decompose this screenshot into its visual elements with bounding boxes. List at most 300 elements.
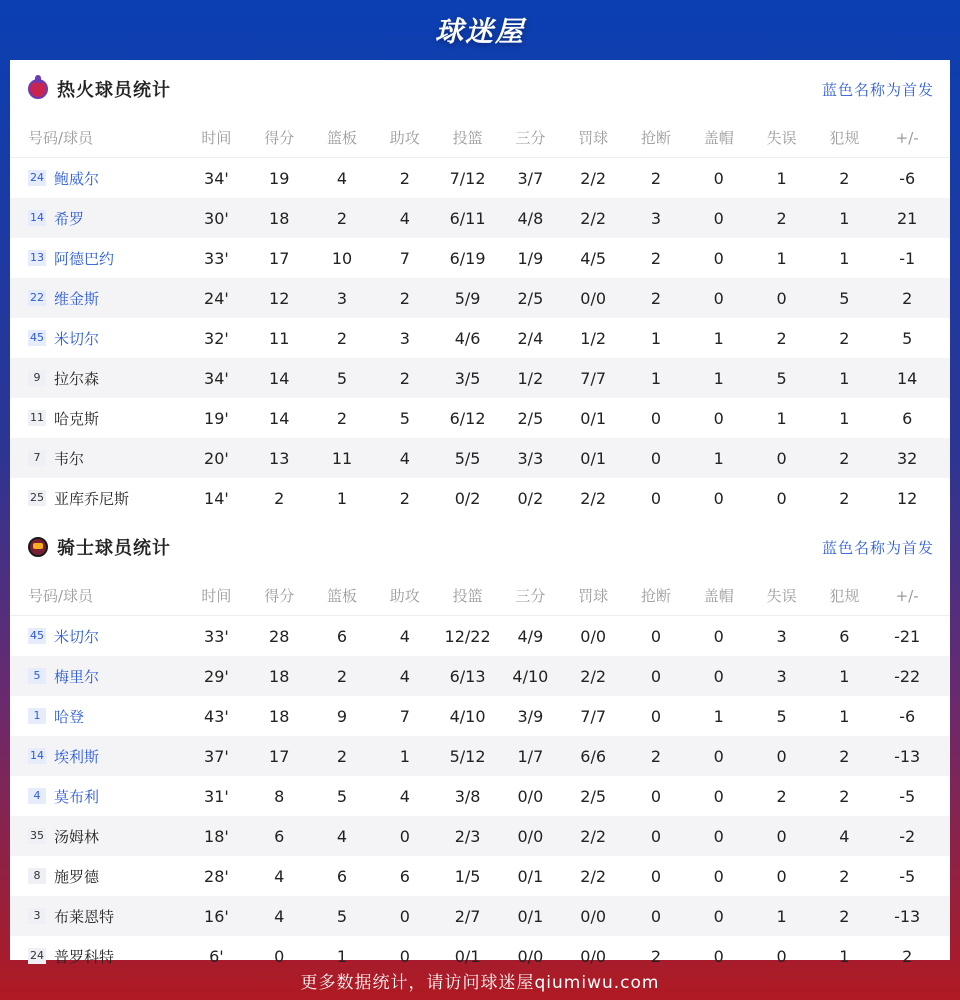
player-cell[interactable]: [10, 448, 185, 469]
stat-cell: 17: [269, 746, 290, 766]
stat-cell: 3: [776, 666, 787, 686]
table-row[interactable]: [10, 158, 950, 198]
stat-cell: 31': [204, 786, 229, 806]
stat-cell: 0: [650, 826, 662, 846]
table-row[interactable]: [10, 478, 950, 518]
stat-cell: 0: [650, 666, 662, 686]
player-name-link[interactable]: 施罗德: [54, 867, 100, 886]
stat-cell: 2/7: [454, 906, 481, 926]
player-name-link[interactable]: 梅里尔: [54, 667, 100, 686]
column-header: 得分: [264, 129, 295, 147]
jersey-number-badge: 45: [30, 629, 44, 642]
stat-cell: 1: [839, 666, 850, 686]
stat-cell: 30': [204, 208, 229, 228]
team-section: [10, 60, 950, 518]
stat-cell: 0: [713, 288, 724, 308]
stat-cell: 1/2: [580, 328, 607, 348]
stat-cell: 4/9: [517, 626, 544, 646]
stat-cell: 0/0: [580, 906, 607, 926]
stat-cell: 4/6: [454, 328, 481, 348]
stat-cell: 2: [776, 328, 787, 348]
jersey-number-badge: 5: [28, 668, 46, 684]
stat-cell: 13: [269, 448, 290, 468]
stat-cell: 1: [839, 368, 850, 388]
stat-cell: 18: [269, 208, 290, 228]
stat-cell: 19: [269, 168, 290, 188]
column-header: 时间: [201, 129, 232, 147]
jersey-number-badge: 7: [28, 450, 46, 466]
stat-cell: 28: [269, 626, 290, 646]
stat-cell: 0/1: [454, 946, 481, 966]
stat-cell: 1: [776, 248, 787, 268]
stat-cell: 0: [399, 946, 410, 966]
stat-cell: 14: [269, 368, 290, 388]
stat-cell: 5: [776, 368, 787, 388]
stat-cell: 2/5: [517, 288, 544, 308]
stat-cell: 2: [399, 488, 410, 508]
jersey-number-badge: 4: [28, 788, 46, 804]
stat-cell: 5: [399, 408, 410, 428]
stat-cell: 3: [336, 288, 348, 308]
stat-cell: 1/9: [517, 248, 544, 268]
player-name-link[interactable]: 汤姆林: [54, 827, 100, 846]
stat-cell: 5/12: [449, 746, 486, 766]
player-cell[interactable]: [10, 208, 185, 229]
footer-banner[interactable]: 更多数据统计，请访问球迷屋qiumiwu.com: [300, 972, 660, 993]
stat-cell: 2/2: [580, 168, 607, 188]
stat-cell: 6: [336, 626, 348, 646]
stat-cell: 0: [650, 626, 662, 646]
jersey-number-badge: 22: [30, 291, 44, 304]
stat-cell: 4/10: [449, 706, 486, 726]
jersey-number-badge: 1: [28, 708, 46, 724]
stat-cell: 0: [713, 408, 724, 428]
stat-cell: 18: [269, 666, 290, 686]
stat-cell: 0/0: [517, 826, 544, 846]
stat-cell: 20': [204, 448, 229, 468]
column-header: 盖帽: [703, 587, 734, 605]
stat-cell: 2: [776, 786, 787, 806]
stat-cell: -6: [899, 168, 916, 188]
stat-cell: 2: [650, 288, 662, 308]
stat-cell: 2/2: [580, 866, 607, 886]
table-header-row: [10, 118, 950, 158]
stat-cell: 2: [336, 666, 348, 686]
section-header: [10, 60, 950, 118]
stat-cell: 17: [269, 248, 290, 268]
brand-logo: 球迷屋: [434, 15, 525, 48]
stat-cell: 0: [713, 786, 724, 806]
player-name-link[interactable]: 亚库乔尼斯: [54, 489, 130, 508]
player-name-link[interactable]: 鲍威尔: [54, 169, 100, 188]
table-row[interactable]: [10, 696, 950, 736]
stat-cell: 2: [902, 946, 913, 966]
jersey-number-badge: 35: [30, 829, 44, 842]
stat-cell: 1/2: [517, 368, 544, 388]
stat-cell: 0: [713, 208, 724, 228]
stat-cell: 0: [713, 946, 724, 966]
stat-cell: 4: [399, 448, 410, 468]
stat-cell: 37': [204, 746, 229, 766]
stat-cell: 2: [839, 168, 850, 188]
stat-cell: 2: [274, 488, 285, 508]
stat-cell: 3/9: [517, 706, 544, 726]
stat-cell: 2: [839, 488, 850, 508]
column-header: 篮板: [326, 587, 357, 605]
stat-cell: 2/2: [580, 208, 607, 228]
stat-cell: -2: [899, 826, 916, 846]
stat-cell: 3/3: [517, 448, 544, 468]
stat-cell: 1: [650, 368, 662, 388]
column-header: 篮板: [326, 129, 357, 147]
stat-cell: 2/2: [580, 666, 607, 686]
stat-cell: 0: [650, 866, 662, 886]
stat-cell: 1: [839, 946, 850, 966]
stat-cell: 2: [839, 786, 850, 806]
player-name-link[interactable]: 米切尔: [54, 329, 100, 348]
stat-cell: 4: [336, 168, 348, 188]
stat-cell: 0: [776, 746, 787, 766]
table-row[interactable]: [10, 198, 950, 238]
player-name-link[interactable]: 维金斯: [54, 289, 100, 308]
stat-cell: 2/3: [454, 826, 481, 846]
jersey-number-badge: 9: [28, 370, 46, 386]
player-cell[interactable]: [10, 488, 185, 509]
column-header: 助攻: [389, 129, 420, 147]
stat-cell: 1: [839, 706, 850, 726]
column-header: 犯规: [829, 587, 860, 605]
team-section: [10, 518, 950, 976]
table-header-row: [10, 576, 950, 616]
player-name-link[interactable]: 阿德巴约: [54, 249, 115, 268]
stats-card: [10, 60, 950, 966]
heat-logo-icon: [28, 79, 48, 99]
column-header: 助攻: [389, 587, 420, 605]
stat-cell: 1/7: [517, 746, 544, 766]
stat-cell: 4: [274, 866, 285, 886]
jersey-number-badge: 3: [28, 908, 46, 924]
table-row[interactable]: [10, 736, 950, 776]
stat-cell: 0: [399, 826, 410, 846]
table-row[interactable]: [10, 358, 950, 398]
column-header: 盖帽: [703, 129, 734, 147]
stat-cell: 2: [399, 368, 410, 388]
stat-cell: 29': [204, 666, 229, 686]
stat-cell: 0/1: [517, 906, 544, 926]
stat-cell: 0: [713, 626, 724, 646]
player-cell[interactable]: [10, 288, 185, 309]
player-name-link[interactable]: 哈克斯: [54, 409, 100, 428]
player-name-link[interactable]: 韦尔: [54, 449, 85, 468]
stat-cell: 2: [399, 288, 410, 308]
stat-cell: 0: [776, 866, 787, 886]
stat-cell: 6': [209, 946, 224, 966]
stat-cell: 1: [776, 408, 787, 428]
column-header: 抢断: [640, 587, 671, 605]
stat-cell: 16': [204, 906, 229, 926]
column-header: +/-: [895, 128, 919, 147]
stat-cell: 0: [776, 488, 787, 508]
stat-cell: 1: [336, 946, 348, 966]
stat-cell: 0/1: [580, 408, 607, 428]
player-name-link[interactable]: 莫布利: [54, 787, 100, 806]
stat-cell: 4/8: [517, 208, 544, 228]
stat-cell: 5/9: [454, 288, 481, 308]
stat-cell: 6: [399, 866, 410, 886]
stat-cell: -13: [894, 746, 921, 766]
player-name-link[interactable]: 米切尔: [54, 627, 100, 646]
table-row[interactable]: [10, 656, 950, 696]
stat-cell: 43': [204, 706, 229, 726]
stat-cell: 32: [896, 448, 918, 468]
stat-cell: 3/8: [454, 786, 481, 806]
stat-cell: 11: [269, 328, 290, 348]
player-cell[interactable]: [10, 626, 185, 647]
stat-cell: 6/11: [449, 208, 486, 228]
player-cell[interactable]: [10, 368, 185, 389]
stat-cell: 0: [776, 448, 787, 468]
stat-cell: 9: [336, 706, 348, 726]
stat-cell: 4/5: [580, 248, 607, 268]
player-name-link[interactable]: 哈登: [54, 707, 85, 726]
starter-legend-note: 蓝色名称为首发: [821, 80, 934, 99]
stat-cell: -5: [899, 786, 916, 806]
stat-cell: 2: [839, 906, 850, 926]
player-cell[interactable]: [10, 706, 185, 727]
table-row[interactable]: [10, 896, 950, 936]
table-row[interactable]: [10, 278, 950, 318]
column-header: 三分: [515, 129, 546, 147]
stat-cell: 1: [399, 746, 410, 766]
stat-cell: -13: [894, 906, 921, 926]
stat-cell: 33': [204, 626, 229, 646]
stat-cell: 0/2: [517, 488, 544, 508]
table-row[interactable]: [10, 398, 950, 438]
stat-cell: -5: [899, 866, 916, 886]
stat-cell: 4: [336, 826, 348, 846]
section-title: [28, 76, 171, 102]
stat-cell: 0: [713, 906, 724, 926]
stat-cell: 0: [650, 408, 662, 428]
player-name-link[interactable]: 埃利斯: [54, 747, 100, 766]
jersey-number-badge: 25: [30, 491, 44, 504]
stat-cell: 14: [269, 408, 290, 428]
stat-cell: 5/5: [454, 448, 481, 468]
stat-cell: -1: [899, 248, 916, 268]
stat-cell: 34': [204, 168, 229, 188]
stat-cell: 7: [399, 706, 410, 726]
table-row[interactable]: [10, 238, 950, 278]
stat-cell: 2: [839, 328, 850, 348]
stat-cell: 2: [336, 208, 348, 228]
table-row[interactable]: [10, 856, 950, 896]
stat-cell: 0: [713, 866, 724, 886]
stat-cell: 2: [336, 408, 348, 428]
stat-cell: 14: [896, 368, 918, 388]
player-cell[interactable]: [10, 408, 185, 429]
stat-cell: 28': [204, 866, 229, 886]
stat-cell: 2: [650, 168, 662, 188]
stat-cell: -22: [894, 666, 921, 686]
stat-cell: 0/0: [580, 288, 607, 308]
table-row[interactable]: [10, 816, 950, 856]
stat-cell: 11: [331, 448, 353, 468]
stat-cell: 7/12: [449, 168, 486, 188]
stat-cell: 4: [399, 626, 410, 646]
stat-cell: 6/6: [580, 746, 607, 766]
jersey-number-badge: 8: [28, 868, 46, 884]
player-cell[interactable]: [10, 168, 185, 189]
stat-cell: 0: [713, 248, 724, 268]
player-name-link[interactable]: 普罗科特: [54, 947, 115, 966]
stat-cell: 1: [713, 328, 724, 348]
stat-cell: 5: [336, 906, 348, 926]
stat-cell: 34': [204, 368, 229, 388]
stat-cell: 5: [336, 786, 348, 806]
stat-cell: 5: [336, 368, 348, 388]
jersey-number-badge: 24: [30, 949, 44, 962]
stat-cell: 0: [650, 786, 662, 806]
section-title-text: 热火球员统计: [57, 80, 171, 101]
stat-cell: 7/7: [580, 368, 607, 388]
stat-cell: 1: [713, 706, 724, 726]
column-header: 号码/球员: [28, 587, 94, 605]
stat-cell: 3: [776, 626, 787, 646]
stat-cell: 0: [713, 168, 724, 188]
stat-cell: 2: [336, 746, 348, 766]
stat-cell: 2/5: [580, 786, 607, 806]
stat-cell: 0: [274, 946, 285, 966]
stat-cell: 32': [204, 328, 229, 348]
player-cell[interactable]: [10, 826, 185, 847]
section-title: [28, 534, 171, 560]
stat-cell: 4: [399, 208, 410, 228]
jersey-number-badge: 13: [30, 251, 44, 264]
player-name-link[interactable]: 希罗: [54, 209, 85, 228]
player-name-link[interactable]: 拉尔森: [54, 369, 100, 388]
column-header: 罚球: [578, 587, 609, 605]
player-cell[interactable]: [10, 786, 185, 807]
stat-cell: 7: [399, 248, 410, 268]
stat-cell: 6: [274, 826, 285, 846]
stat-cell: 2: [650, 746, 662, 766]
stat-cell: 0/0: [517, 786, 544, 806]
stat-cell: 3/5: [454, 368, 481, 388]
table-row[interactable]: [10, 438, 950, 478]
player-cell[interactable]: [10, 666, 185, 687]
stat-cell: 0: [713, 666, 724, 686]
column-header: 时间: [201, 587, 232, 605]
stat-cell: 5: [902, 328, 913, 348]
stat-cell: 0: [776, 288, 787, 308]
player-cell[interactable]: [10, 906, 185, 927]
stat-cell: 0/0: [580, 946, 607, 966]
stat-cell: 2: [650, 248, 662, 268]
player-cell[interactable]: [10, 328, 185, 349]
column-header: 投篮: [452, 587, 483, 605]
stat-cell: 5: [776, 706, 787, 726]
stat-cell: 2: [650, 946, 662, 966]
stat-cell: 0/0: [517, 946, 544, 966]
stat-cell: 24': [204, 288, 229, 308]
stat-cell: 6/12: [449, 408, 486, 428]
stat-cell: 2: [336, 328, 348, 348]
player-cell[interactable]: [10, 248, 185, 269]
stat-cell: 7/7: [580, 706, 607, 726]
stat-cell: 3: [399, 328, 410, 348]
player-cell[interactable]: [10, 866, 185, 887]
player-name-link[interactable]: 布莱恩特: [54, 907, 115, 926]
stat-cell: 2/2: [580, 826, 607, 846]
stat-cell: 12: [896, 488, 918, 508]
stat-cell: -21: [894, 626, 921, 646]
cavaliers-logo-icon: [28, 537, 48, 557]
table-row[interactable]: [10, 318, 950, 358]
stat-cell: 10: [331, 248, 353, 268]
stat-cell: 2: [839, 448, 850, 468]
stat-cell: 0: [713, 826, 724, 846]
stat-cell: 0/1: [580, 448, 607, 468]
stat-cell: 4: [839, 826, 850, 846]
stat-cell: 2/5: [517, 408, 544, 428]
column-header: 抢断: [640, 129, 671, 147]
stat-cell: 0: [650, 448, 662, 468]
column-header: 三分: [515, 587, 546, 605]
stat-cell: 8: [274, 786, 285, 806]
stat-cell: 2: [399, 168, 410, 188]
section-header: [10, 518, 950, 576]
player-cell[interactable]: [10, 746, 185, 767]
stat-cell: 1: [650, 328, 662, 348]
stat-cell: 1: [839, 208, 850, 228]
stat-cell: 3/7: [517, 168, 544, 188]
column-header: 号码/球员: [28, 129, 94, 147]
stat-cell: 1/5: [454, 866, 481, 886]
stat-cell: 0: [776, 826, 787, 846]
stat-cell: 1: [776, 906, 787, 926]
stat-cell: 6: [336, 866, 348, 886]
table-row[interactable]: [10, 776, 950, 816]
stat-cell: 1: [336, 488, 348, 508]
column-header: +/-: [895, 586, 919, 605]
stat-cell: 18: [269, 706, 290, 726]
stat-cell: 5: [839, 288, 850, 308]
stat-cell: -6: [899, 706, 916, 726]
stat-cell: 2: [776, 208, 787, 228]
stat-cell: 0/0: [580, 626, 607, 646]
stat-cell: 1: [776, 168, 787, 188]
starter-legend-note: 蓝色名称为首发: [821, 538, 934, 557]
stat-cell: 2: [902, 288, 913, 308]
stat-cell: 4/10: [512, 666, 549, 686]
stat-cell: 0/1: [517, 866, 544, 886]
stat-cell: 0: [399, 906, 410, 926]
stat-cell: 6/13: [449, 666, 486, 686]
stat-cell: 2/4: [517, 328, 544, 348]
column-header: 罚球: [578, 129, 609, 147]
stat-cell: 1: [839, 248, 850, 268]
column-header: 得分: [264, 587, 295, 605]
stat-cell: 0: [713, 746, 724, 766]
stat-cell: 2: [839, 866, 850, 886]
stat-cell: 0: [776, 946, 787, 966]
stat-cell: 12: [269, 288, 290, 308]
jersey-number-badge: 45: [30, 331, 44, 344]
stat-cell: 1: [713, 368, 724, 388]
table-row[interactable]: [10, 616, 950, 656]
stat-cell: 21: [896, 208, 918, 228]
stat-cell: 6/19: [449, 248, 486, 268]
